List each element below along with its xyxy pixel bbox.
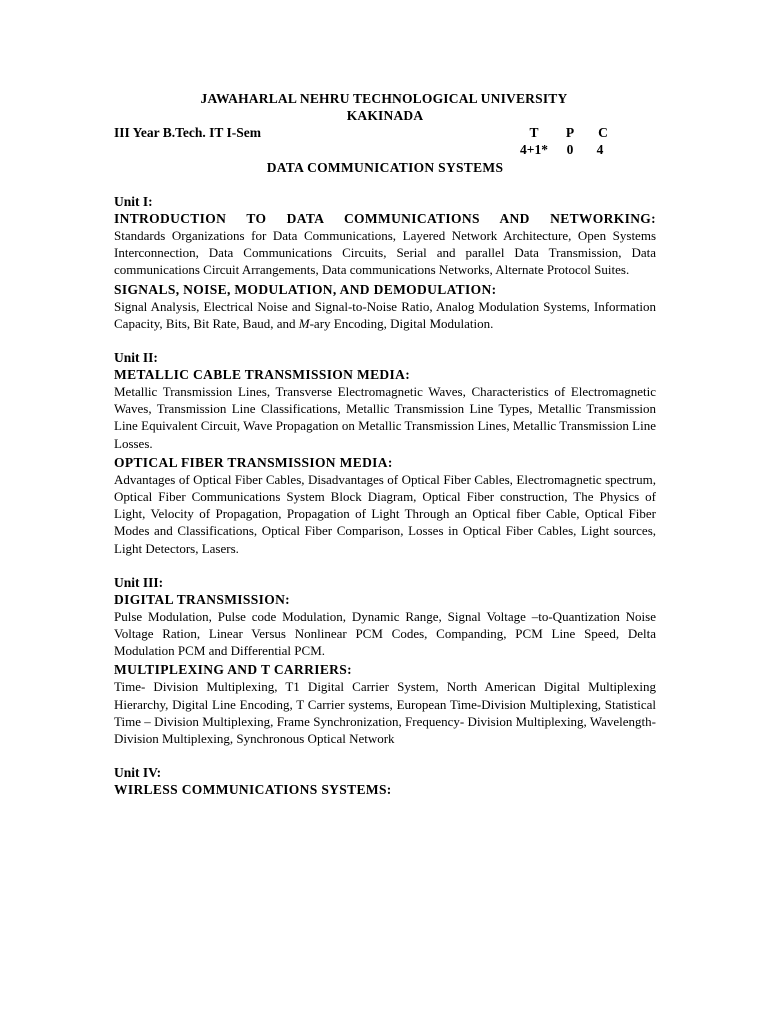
section-body: Time- Division Multiplexing, T1 Digital Carrier System, North American Digital Multiplexing Hierarchy, Digital Line Encoding, T Carrier systems, European Time-Division Multiplexing, Statistical Time – Division Multiplexing, Frame Synchronization, Frequency- Division Multiplexing, Wavelength- Division Multiplexing, Synchronous Optical Network	[114, 679, 656, 747]
subject-title: DATA COMMUNICATION SYSTEMS	[266, 160, 504, 175]
credits-c-label: C	[598, 125, 608, 140]
semester-row	[114, 124, 656, 141]
section-body: Advantages of Optical Fiber Cables, Disadvantages of Optical Fiber Cables, Electromagnetic spectrum, Optical Fiber Communications System Block Diagram, Optical Fiber construction, The Physics of Light, Velocity of Propagation, Propagation of Light Through an Optical fiber Cable, Optical Fiber Modes and Classifications, Optical Fiber Comparison, Losses in Optical Fiber Cables, Light sources, Light Detectors, Lasers.	[114, 471, 656, 556]
section-body	[114, 298, 656, 332]
credits-p-label: P	[565, 125, 575, 140]
section-heading: MULTIPLEXING AND T CARRIERS:	[114, 662, 352, 678]
section-heading: OPTICAL FIBER TRANSMISSION MEDIA:	[114, 454, 393, 470]
section-body: Metallic Transmission Lines, Transverse Electromagnetic Waves, Characteristics of Electromagnetic Waves, Transmission Line Classifications, Metallic Transmission Line Types, Metallic Transmission Line Equivalent Circuit, Wave Propagation on Metallic Transmission Lines, Metallic Transmission Line Losses.	[114, 384, 656, 451]
syllabus-page	[114, 90, 656, 798]
body-italic-text: M	[298, 315, 310, 331]
body-text: Signal Analysis, Electrical Noise and Signal-to-Noise Ratio, Analog Modulation Systems, Information Capacity, Bits, Bit Rate, Baud, and	[114, 298, 656, 331]
credits-t-value: 4+1*	[520, 142, 548, 157]
section-body: Standards Organizations for Data Communications, Layered Network Architecture, Open Systems Interconnection, Data Communications Circuits, Serial and parallel Data Transmission, Data communications Circuit Arrangements, Data communications Networks, Alternate Protocol Suites.	[114, 228, 656, 278]
section-body: Pulse Modulation, Pulse code Modulation, Dynamic Range, Signal Voltage –to-Quantization Noise Voltage Ration, Linear Versus Nonlinear PCM Codes, Companding, PCM Line Speed, Delta Modulation PCM and Differential PCM.	[114, 608, 656, 659]
semester-label: III Year B.Tech. IT I-Sem	[114, 125, 262, 140]
university-name: JAWAHARLAL NEHRU TECHNOLOGICAL UNIVERSITY	[200, 91, 568, 106]
section-heading: METALLIC CABLE TRANSMISSION MEDIA:	[114, 367, 411, 383]
section-heading: WIRLESS COMMUNICATIONS SYSTEMS:	[114, 782, 392, 798]
body-text: -ary Encoding, Digital Modulation.	[309, 315, 494, 331]
credits-c-value: 4	[596, 142, 604, 157]
section-heading: INTRODUCTION TO DATA COMMUNICATIONS AND NETWORKING:	[114, 211, 656, 226]
credits-values-row	[114, 141, 656, 158]
unit-label: Unit II:	[114, 350, 158, 366]
section-heading: SIGNALS, NOISE, MODULATION, AND DEMODULATION:	[114, 281, 497, 297]
unit-label: Unit I:	[114, 194, 153, 209]
credits-t-label: T	[529, 125, 539, 140]
section-heading: DIGITAL TRANSMISSION:	[114, 591, 291, 607]
credits-p-value: 0	[566, 142, 574, 157]
university-location: KAKINADA	[346, 108, 424, 123]
unit-label: Unit IV:	[114, 765, 162, 781]
unit-label: Unit III:	[114, 574, 164, 590]
